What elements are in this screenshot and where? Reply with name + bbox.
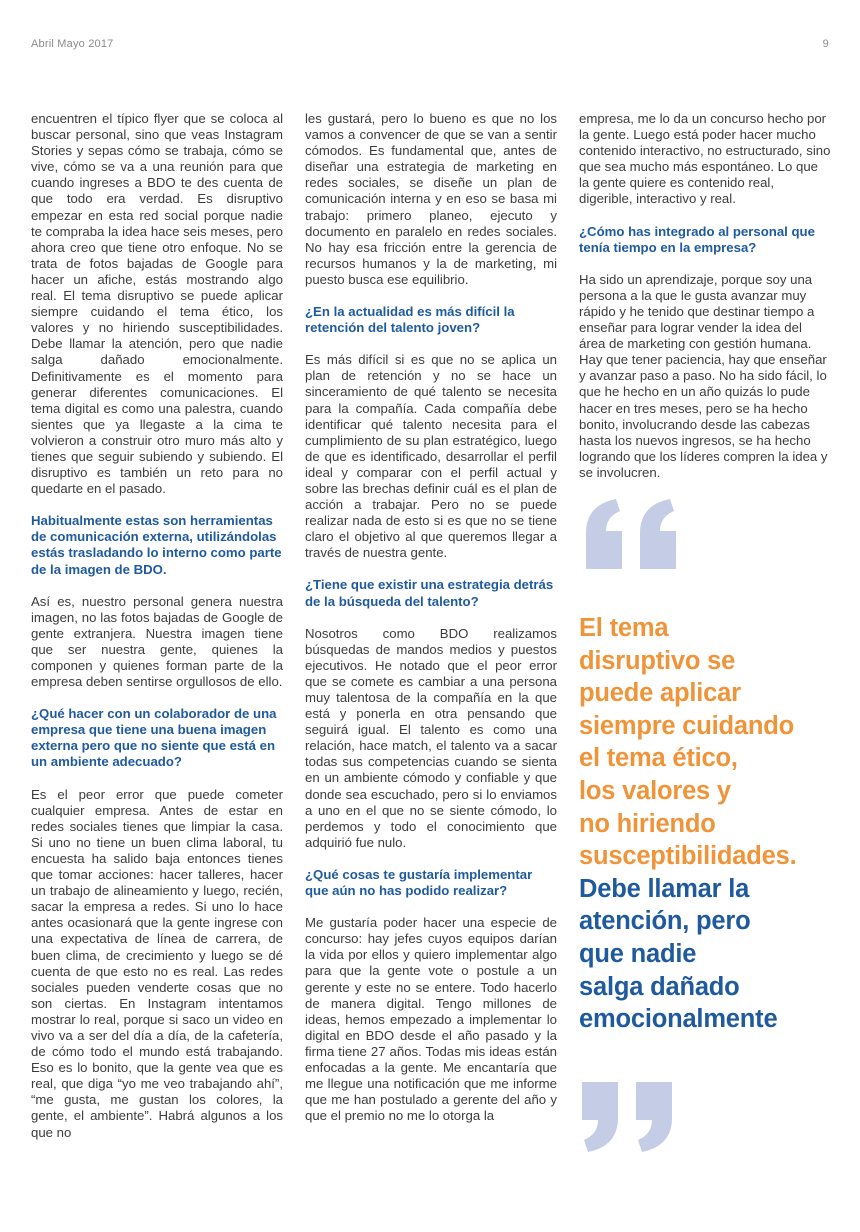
body-paragraph: Ha sido un aprendizaje, porque soy una persona a la que le gusta avanzar muy rápido y he tenido que destinar tiempo a enseñar para lograr vender la idea del área de marketing con gestión humana. Hay que tener paciencia, hay que enseñar y avanzar paso a paso. No ha sido fácil, lo que he hecho en un año quizás lo pude hacer en tres meses, pero se ha hecho bonito, involucrando desde las cabezas hasta los nuevos ingresos, se ha hecho logrando que los líderes compren la idea y se involucren. — [579, 271, 828, 480]
question-heading: ¿Cómo has integrado al personal que tenía tiempo en la empresa? — [579, 223, 815, 255]
pull-quote-line: puede aplicar — [579, 679, 741, 708]
body-paragraph: les gustará, pero lo bueno es que no los vamos a convencer de que se van a sentir cómodos. Es fundamental que, antes de diseñar una estrategia de marketing en redes sociales, se diseñe un plan de comunicación interna y en eso se basa mi trabajo: primero planeo, ejecuto y documento en paralelo en redes sociales. No hay esa fricción entre la gerencia de recursos humanos y la de marketing, mi puesto busca ese equilibrio. — [305, 111, 557, 287]
open-quote-icon — [578, 497, 688, 572]
question-heading: ¿Tiene que existir una estrategia detrás de la búsqueda del talento? — [305, 577, 554, 609]
body-paragraph: Es más difícil si es que no se aplica un plan de retención y no se hace un sinceramiento de qué talento se necesita para la compañía. Cada compañía debe identificar qué talento necesita para el cumplimiento de su plan estratégico, luego de que es identificado, desarrollar el perfil ideal y comparar con el perfil actual y sobre las brechas definir cuál es el plan de acción a trabajar. Pero no se puede realizar nada de esto si es que no se tiene claro el objetivo al que queremos llegar a través de nuestra gente. — [305, 352, 557, 561]
pull-quote-line: salga dañado — [579, 972, 740, 1001]
pull-quote-line: atención, pero — [579, 907, 751, 936]
pull-quote — [579, 612, 839, 1036]
open-quote-mark-1 — [586, 499, 622, 569]
close-quote-mark-2 — [636, 1082, 672, 1152]
article-column-3 — [579, 111, 831, 497]
open-quote-mark-2 — [640, 499, 676, 569]
pull-quote-line: que nadie — [579, 939, 697, 968]
pull-quote-line: el tema ético, — [579, 744, 738, 773]
body-paragraph: Así es, nuestro personal genera nuestra imagen, no las fotos bajadas de Google de gente extranjera. Nuestra imagen tiene que ser nuestra gente, quienes la componen y quienes forman parte de la empresa deben sentirse orgullosos de ello. — [31, 593, 283, 690]
issue-date: Abril Mayo 2017 — [31, 38, 114, 50]
pull-quote-line: emocionalmente — [579, 1005, 778, 1034]
question-heading: ¿Qué hacer con un colaborador de una empresa que tiene una buena imagen externa pero que no siente que está en un ambiente adecuado? — [31, 706, 277, 770]
pull-quote-line: no hiriendo — [579, 809, 716, 838]
page-number: 9 — [822, 38, 829, 50]
close-quote-mark-1 — [582, 1082, 618, 1152]
article-column-1 — [31, 111, 283, 1157]
close-quote-icon — [578, 1080, 688, 1155]
body-paragraph: Nosotros como BDO realizamos búsquedas de mandos medios y puestos ejecutivos. He notado que el peor error que se comete es cambiar a una persona muy talentosa de la compañía en la que está y ponerla en otra pensando que seguirá igual. El talento es como una relación, hace match, el talento va a sacar todas sus competencias cuando se sienta en un ambiente cómodo y confiable y que donde sea escuchado, pero si lo enviamos a uno en el que no se siente cómodo, lo perdemos y todo el conocimiento que adquirió fue nulo. — [305, 625, 557, 850]
body-paragraph: encuentren el típico flyer que se coloca al buscar personal, sino que veas Instagram Stories y sepas cómo se trabaja, cómo se vive, cómo se va a una reunión para que cuando ingreses a BDO te des cuenta de que todo era verdad. Es disruptivo empezar en esta red social porque nadie te compraba la idea hace seis meses, pero ahora creo que tiene otro enfoque. No se trata de fotos bajadas de Google para hacer un afiche, estás mostrando algo real. El tema disruptivo se puede aplicar siempre cuidando el tema ético, los valores y no hiriendo susceptibilidades. Debe llamar la atención, pero que nadie salga dañado emocionalmente. Definitivamente es el momento para generar diferentes comunicaciones. El tema digital es como una palestra, cuando sientes que ya llegaste a la cima te volvieron a construir otro muro más alto y tienes que seguir subiendo y subiendo. El disruptivo es también un reto para no quedarte en el pasado. — [31, 111, 283, 497]
question-heading: ¿En la actualidad es más difícil la retención del talento joven? — [305, 304, 515, 336]
article-column-2 — [305, 111, 557, 1140]
pull-quote-line: los valores y — [579, 776, 731, 805]
pull-quote-line: El tema — [579, 614, 669, 642]
pull-quote-line: disruptivo se — [579, 646, 736, 675]
question-heading: ¿Qué cosas te gustaría implementar que aún no has podido realizar? — [305, 866, 533, 899]
pull-quote-line: susceptibilidades. — [579, 842, 797, 871]
pull-quote-line: Debe llamar la — [579, 874, 750, 903]
pull-quote-line: siempre cuidando — [579, 711, 795, 740]
question-heading: Habitualmente estas son herramientas de comunicación externa, utilizándolas estás trasladando lo interno como parte de la imagen de BDO. — [31, 513, 282, 577]
body-paragraph: empresa, me lo da un concurso hecho por la gente. Luego está poder hacer mucho contenido interactivo, no estructurado, sino que sea mucho más espontáneo. Lo que la gente quiere es contenido real, digerible, interactivo y real. — [579, 111, 831, 207]
body-paragraph: Me gustaría poder hacer una especie de concurso: hay jefes cuyos equipos darían la vida por ellos y quiero implementar algo para que la gente vote o postule a un gerente y este no se entere. Todo hacerlo de manera digital. Tengo millones de ideas, hemos empezado a implementar lo digital en BDO desde el año pasado y la firma tiene 27 años. Todas mis ideas están enfocadas a la gente. Me encantaría que me llegue una notificación que me informe que me han postulado a gerente del año y que el premio no me lo otorga la — [305, 915, 557, 1124]
body-paragraph: Es el peor error que puede cometer cualquier empresa. Antes de estar en redes sociales tienes que limpiar la casa. Si uno no tiene un buen clima laboral, tu encuesta ha salido baja entonces tienes que tomar acciones: hacer talleres, hacer un trabajo de alineamiento y luego, recién, sacar la empresa a redes. Si uno lo hace antes ocasionará que la gente ingrese con una expectativa de línea de carrera, de buen clima, de crecimiento y luego se dé cuenta de que esto no es real. Las redes sociales pueden venderte cosas que no son ciertas. En Instagram intentamos mostrar lo real, porque si saco un video en vivo va a ser del día a día, de la cafetería, de cómo todo el mundo está trabajando. Eso es lo bonito, que la gente vea que es real, que diga “yo me veo trabajando ahí”, “me gusta, me gustan los colores, la gente, el ambiente”. Habrá algunos a los que no — [31, 786, 283, 1140]
